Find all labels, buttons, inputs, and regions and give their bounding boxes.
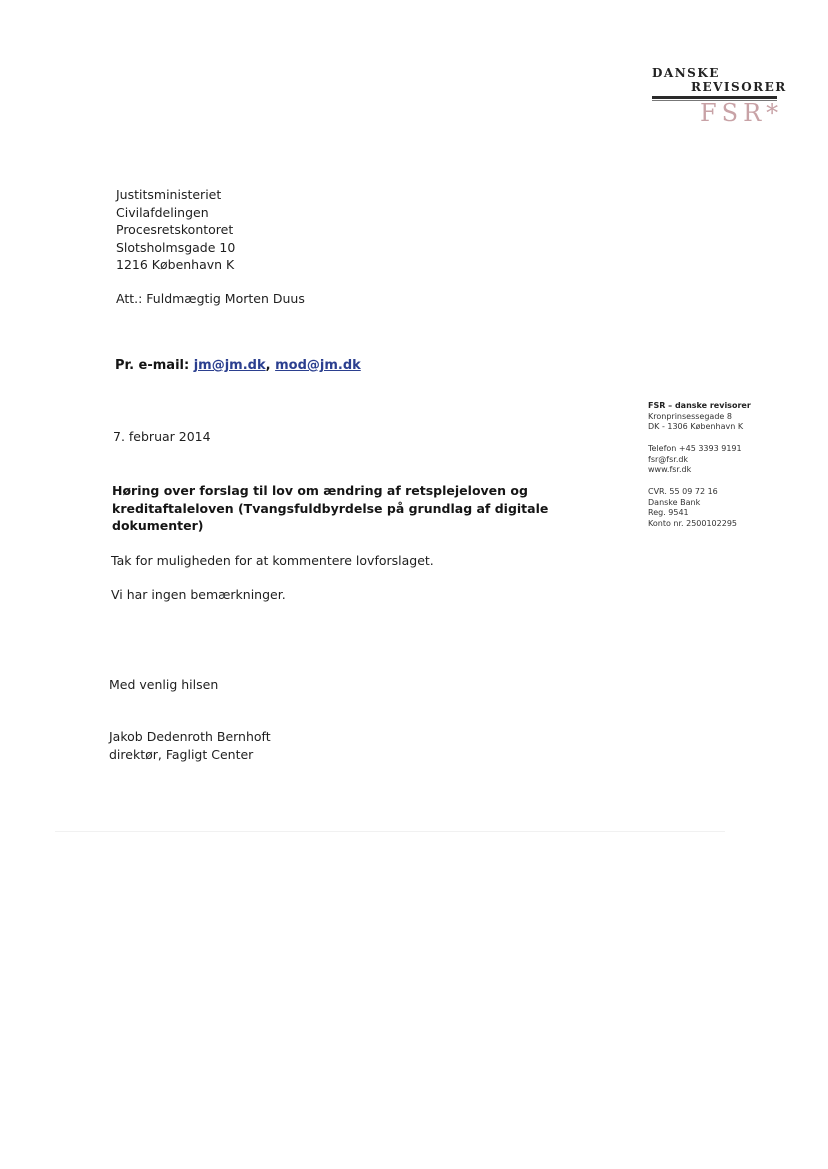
- sidebar-cvr: CVR. 55 09 72 16: [648, 487, 718, 496]
- email-line: [115, 358, 361, 373]
- sidebar-contact: [648, 444, 742, 476]
- letter-subject: [112, 482, 548, 535]
- email-separator: ,: [265, 358, 276, 373]
- recipient-line: 1216 København K: [116, 257, 235, 272]
- email-link-mod[interactable]: mod@jm.dk: [275, 358, 361, 373]
- scan-fold-line: [55, 831, 725, 832]
- signature-block: [109, 728, 271, 763]
- signer-name: Jakob Dedenroth Bernhoft: [109, 729, 271, 744]
- email-link-jm[interactable]: jm@jm.dk: [193, 358, 266, 373]
- recipient-line: Slotsholmsgade 10: [116, 239, 236, 255]
- subject-line: kreditaftaleloven (Tvangsfuldbyrdelse på grundlag af digitale: [112, 500, 549, 516]
- closing-greeting: Med venlig hilsen: [109, 677, 219, 692]
- sidebar-web: www.fsr.dk: [648, 465, 692, 474]
- logo-text-danske: DANSKE: [652, 66, 720, 80]
- logo-text-revisorer: REVISORER: [691, 80, 787, 94]
- sidebar-reg: Reg. 9541: [648, 508, 689, 517]
- subject-line: dokumenter): [112, 518, 204, 533]
- sidebar-email: fsr@fsr.dk: [648, 454, 689, 464]
- body-paragraph: Tak for muligheden for at kommentere lovforslaget.: [111, 553, 434, 568]
- sidebar-bank: Danske Bank: [648, 497, 701, 507]
- attention-line: Att.: Fuldmægtig Morten Duus: [116, 291, 305, 306]
- recipient-line: Justitsministeriet: [116, 187, 222, 202]
- sidebar-street: Kronprinsessegade 8: [648, 411, 732, 421]
- sidebar-org-name: FSR – danske revisorer: [648, 401, 751, 410]
- sidebar-account: Konto nr. 2500102295: [648, 518, 737, 528]
- letter-date: 7. februar 2014: [113, 429, 211, 444]
- sidebar-bank-info: [648, 487, 737, 529]
- sidebar-address: [648, 401, 751, 433]
- fsr-logo-mark: FSR*: [700, 99, 784, 127]
- recipient-line: Procesretskontoret: [116, 222, 234, 237]
- recipient-address: [116, 186, 235, 274]
- sidebar-phone: Telefon +45 3393 9191: [648, 444, 742, 453]
- signer-title: direktør, Fagligt Center: [109, 746, 254, 762]
- email-prefix: Pr. e-mail:: [115, 358, 194, 373]
- recipient-line: Civilafdelingen: [116, 204, 209, 220]
- subject-line: Høring over forslag til lov om ændring af retsplejeloven og: [112, 483, 528, 498]
- sidebar-city: DK - 1306 København K: [648, 422, 744, 431]
- body-paragraph: Vi har ingen bemærkninger.: [111, 587, 286, 602]
